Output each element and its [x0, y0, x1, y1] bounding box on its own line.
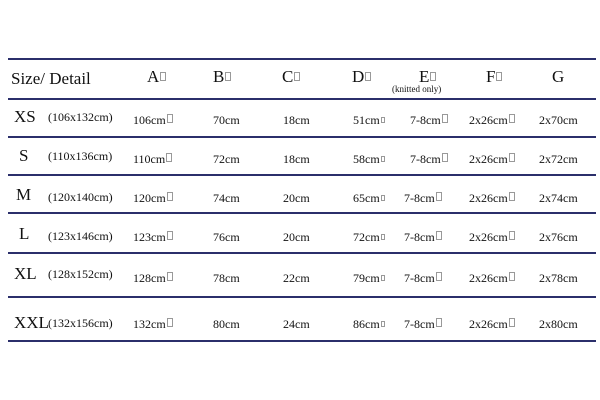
value-b: 70cm	[213, 113, 240, 127]
value-f: 2x26cm	[469, 271, 515, 286]
table-rule	[8, 58, 596, 60]
header-col-e-note: (knitted only)	[392, 84, 442, 94]
header-col-e: E	[419, 67, 436, 87]
value-a: 123cm	[133, 230, 173, 245]
header-col-f: F	[486, 67, 502, 87]
value-c: 20cm	[283, 191, 310, 205]
value-a: 132cm	[133, 317, 173, 332]
value-b: 78cm	[213, 271, 240, 285]
header-col-a: A	[147, 67, 166, 87]
value-a: 120cm	[133, 191, 173, 206]
value-d: 72cm	[353, 230, 385, 245]
value-f: 2x26cm	[469, 230, 515, 245]
value-d: 51cm	[353, 113, 385, 128]
value-f: 2x26cm	[469, 191, 515, 206]
size-label: XL	[14, 264, 37, 283]
value-c: 18cm	[283, 113, 310, 127]
value-d: 65cm	[353, 191, 385, 206]
value-c: 20cm	[283, 230, 310, 244]
size-dimensions: (110x136cm)	[48, 149, 113, 163]
size-label: L	[19, 224, 30, 243]
value-a: 110cm	[133, 152, 172, 167]
table-rule	[8, 98, 596, 100]
value-g: 2x78cm	[539, 271, 578, 285]
table-rule	[8, 136, 596, 138]
value-f: 2x26cm	[469, 113, 515, 128]
header-col-g: G	[552, 67, 565, 86]
value-e: 7-8cm	[410, 113, 448, 128]
value-f: 2x26cm	[469, 152, 515, 167]
value-b: 74cm	[213, 191, 240, 205]
size-label: XXL	[14, 313, 49, 332]
value-e: 7-8cm	[404, 191, 442, 206]
value-b: 80cm	[213, 317, 240, 331]
value-c: 22cm	[283, 271, 310, 285]
value-e: 7-8cm	[404, 317, 442, 332]
value-g: 2x74cm	[539, 191, 578, 205]
value-d: 79cm	[353, 271, 385, 286]
value-e: 7-8cm	[410, 152, 448, 167]
size-label: S	[19, 146, 29, 165]
value-f: 2x26cm	[469, 317, 515, 332]
table-rule	[8, 252, 596, 254]
value-b: 72cm	[213, 152, 240, 166]
header-size-detail: Size/ Detail	[11, 69, 91, 88]
value-c: 24cm	[283, 317, 310, 331]
table-rule	[8, 174, 596, 176]
value-g: 2x76cm	[539, 230, 578, 244]
value-d: 86cm	[353, 317, 385, 332]
value-a: 128cm	[133, 271, 173, 286]
value-c: 18cm	[283, 152, 310, 166]
size-dimensions: (132x156cm)	[48, 316, 113, 330]
value-g: 2x80cm	[539, 317, 578, 331]
size-dimensions: (128x152cm)	[48, 267, 113, 281]
header-col-c: C	[282, 67, 300, 87]
value-e: 7-8cm	[404, 271, 442, 286]
table-rule	[8, 212, 596, 214]
value-g: 2x72cm	[539, 152, 578, 166]
value-b: 76cm	[213, 230, 240, 244]
size-dimensions: (123x146cm)	[48, 229, 113, 243]
size-label: M	[16, 185, 32, 204]
value-a: 106cm	[133, 113, 173, 128]
value-g: 2x70cm	[539, 113, 578, 127]
table-rule	[8, 296, 596, 298]
size-dimensions: (120x140cm)	[48, 190, 113, 204]
size-label: XS	[14, 107, 36, 126]
table-rule	[8, 340, 596, 342]
header-col-d: D	[352, 67, 371, 87]
header-col-b: B	[213, 67, 231, 87]
value-e: 7-8cm	[404, 230, 442, 245]
value-d: 58cm	[353, 152, 385, 167]
size-dimensions: (106x132cm)	[48, 110, 113, 124]
